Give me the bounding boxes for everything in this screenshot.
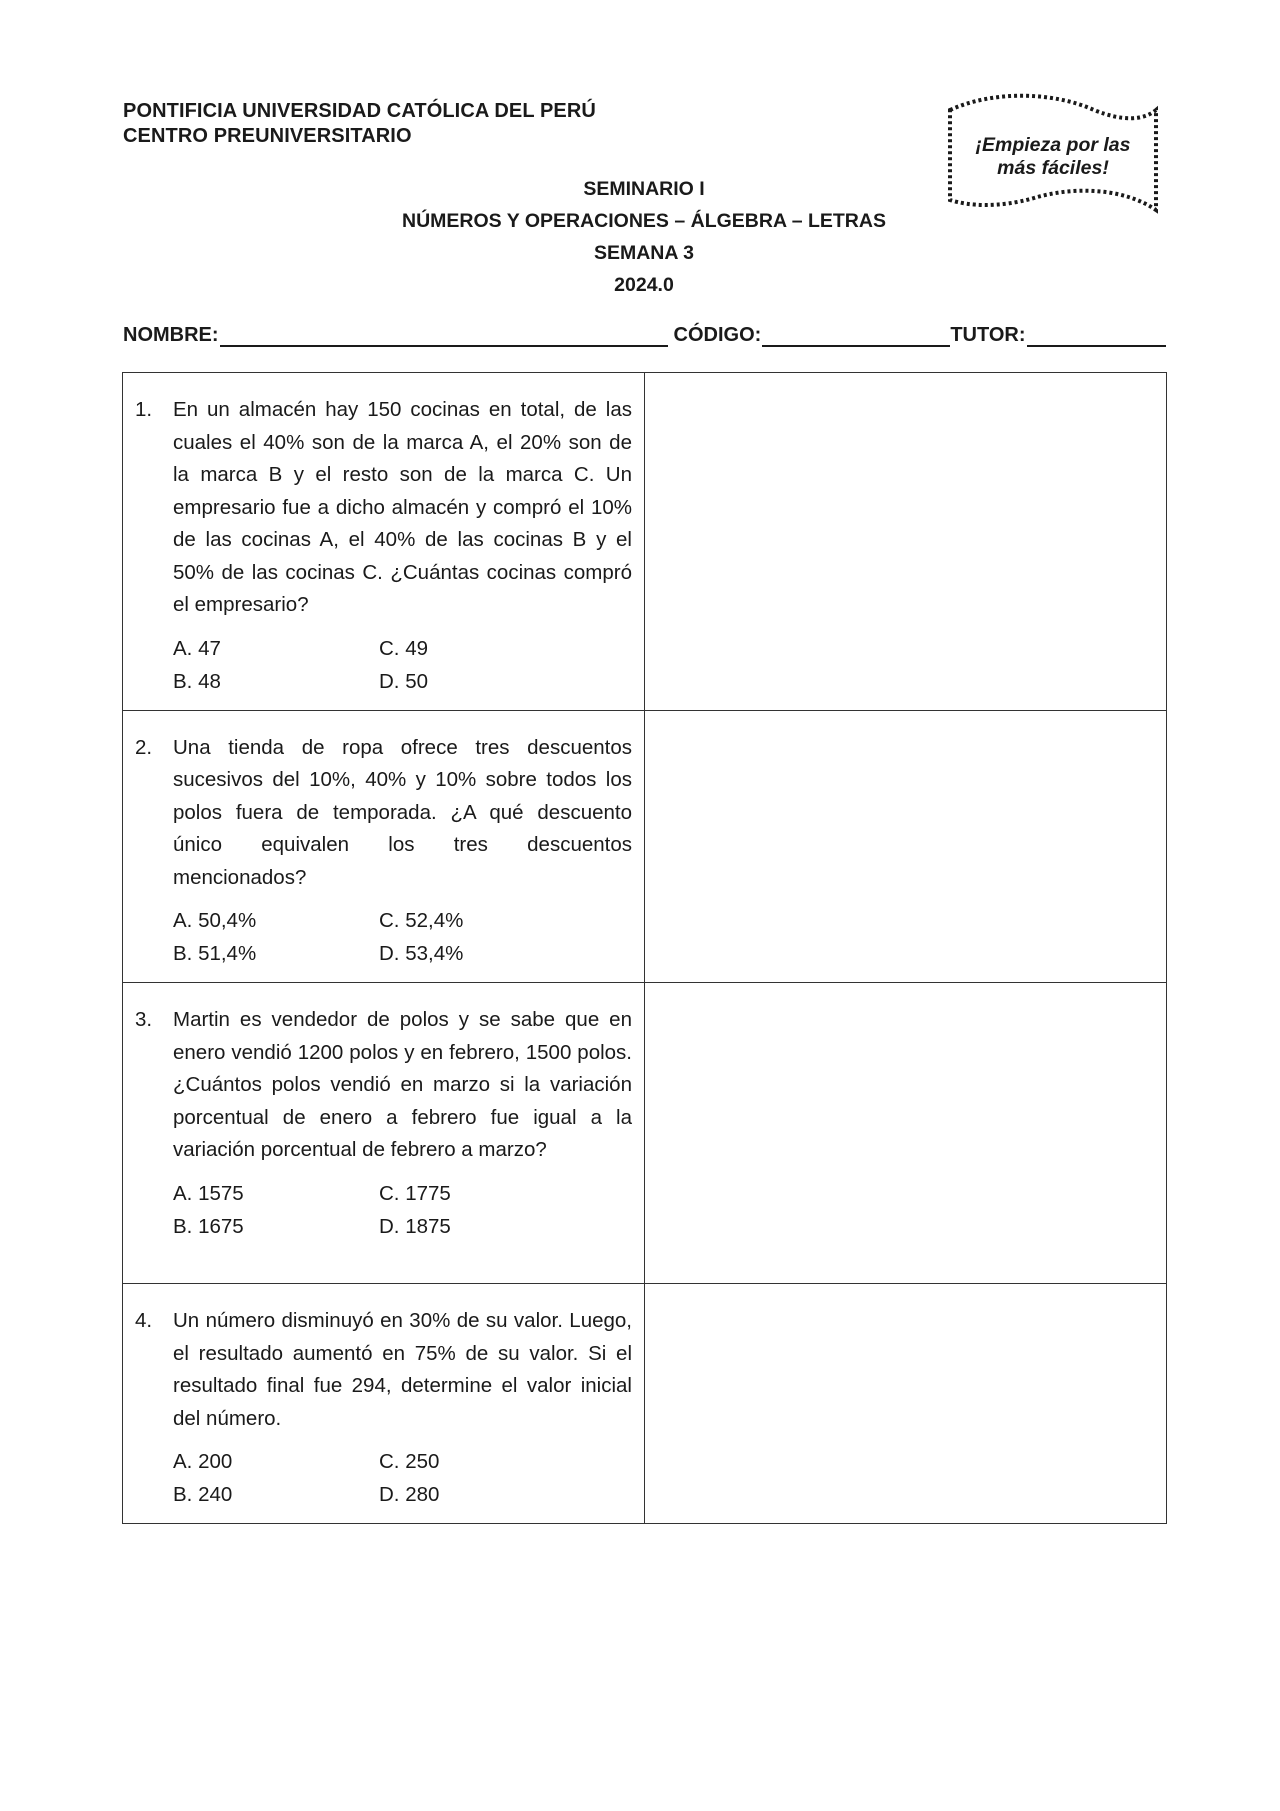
option-b: B. 51,4%	[173, 942, 257, 965]
subject-title: NÚMEROS Y OPERACIONES – ÁLGEBRA – LETRAS	[402, 210, 886, 232]
work-space-cell[interactable]	[645, 1284, 1167, 1524]
option-b: B. 48	[173, 669, 221, 693]
option-d: D. 50	[379, 669, 428, 693]
option-a: A. 200	[173, 1450, 233, 1473]
option-b: B. 1675	[173, 1214, 244, 1238]
question-number: 2.	[135, 735, 153, 759]
option-c: C. 52,4%	[379, 909, 464, 932]
question-row	[123, 710, 1167, 983]
question-row	[123, 983, 1167, 1284]
institution-header	[123, 99, 596, 149]
question-text: Un número disminuyó en 30% de su valor. Luego, el resultado aumentó en 75% de su valor. Si el resultado final fue 294, determine el valor inicial del número.	[173, 1309, 632, 1430]
work-space-cell[interactable]	[645, 710, 1167, 983]
week-title: SEMANA 3	[593, 242, 695, 264]
question-cell	[123, 373, 645, 711]
option-d: D. 53,4%	[379, 942, 464, 965]
work-space-cell[interactable]	[645, 983, 1167, 1284]
question-row	[123, 373, 1167, 711]
document-titles	[0, 173, 1280, 301]
university-name: PONTIFICIA UNIVERSIDAD CATÓLICA DEL PERÚ	[123, 100, 596, 122]
student-fields	[123, 323, 1166, 347]
answer-options	[173, 632, 632, 698]
option-c: C. 250	[379, 1450, 440, 1473]
option-a: A. 1575	[173, 1181, 244, 1205]
question-number: 4.	[135, 1309, 153, 1332]
question-number: 1.	[135, 398, 153, 421]
option-b: B. 240	[173, 1483, 233, 1506]
seminar-title: SEMINARIO I	[583, 178, 705, 200]
answer-options	[173, 1177, 632, 1243]
answer-options	[173, 1445, 632, 1511]
work-space-cell[interactable]	[645, 373, 1167, 711]
center-name: CENTRO PREUNIVERSITARIO	[123, 125, 412, 147]
question-cell	[123, 710, 645, 983]
option-a: A. 50,4%	[173, 909, 257, 932]
question-text: Una tienda de ropa ofrece tres descuentos sucesivos del 10%, 40% y 10% sobre todos los polos fuera de temporada. ¿A qué descuento único equivalen los tres descuentos mencionados?	[173, 735, 632, 889]
question-number: 3.	[135, 1008, 153, 1031]
year-title: 2024.0	[614, 274, 674, 296]
name-field[interactable]	[220, 323, 668, 347]
option-d: D. 280	[379, 1483, 440, 1506]
tutor-label: TUTOR:	[950, 324, 1026, 346]
name-label: NOMBRE:	[123, 324, 219, 346]
code-label: CÓDIGO:	[673, 324, 762, 346]
question-text: En un almacén hay 150 cocinas en total, de las cuales el 40% son de la marca A, el 20% son de la marca B y el resto son de la marca C. Un empresario fue a dicho almacén y compró el 10% de las cocinas A, el 40% de las cocinas B y el 50% de las cocinas C. ¿Cuántas cocinas compró el empresario?	[173, 398, 632, 616]
answer-options	[173, 904, 632, 970]
code-field[interactable]	[762, 323, 950, 347]
option-c: C. 1775	[379, 1181, 451, 1205]
question-cell	[123, 1284, 645, 1524]
option-a: A. 47	[173, 636, 221, 660]
tip-line-2: más fáciles!	[997, 157, 1109, 179]
question-row	[123, 1284, 1167, 1524]
option-c: C. 49	[379, 636, 428, 660]
questions-table	[122, 372, 1167, 1524]
tutor-field[interactable]	[1027, 323, 1166, 347]
question-text: Martin es vendedor de polos y se sabe que en enero vendió 1200 polos y en febrero, 1500 polos. ¿Cuántos polos vendió en marzo si la variación porcentual de enero a febrero fue igual a la variación porcentual de febrero a marzo?	[173, 1008, 632, 1161]
tip-line-1: ¡Empieza por las	[975, 134, 1131, 156]
option-d: D. 1875	[379, 1214, 451, 1238]
question-cell	[123, 983, 645, 1284]
